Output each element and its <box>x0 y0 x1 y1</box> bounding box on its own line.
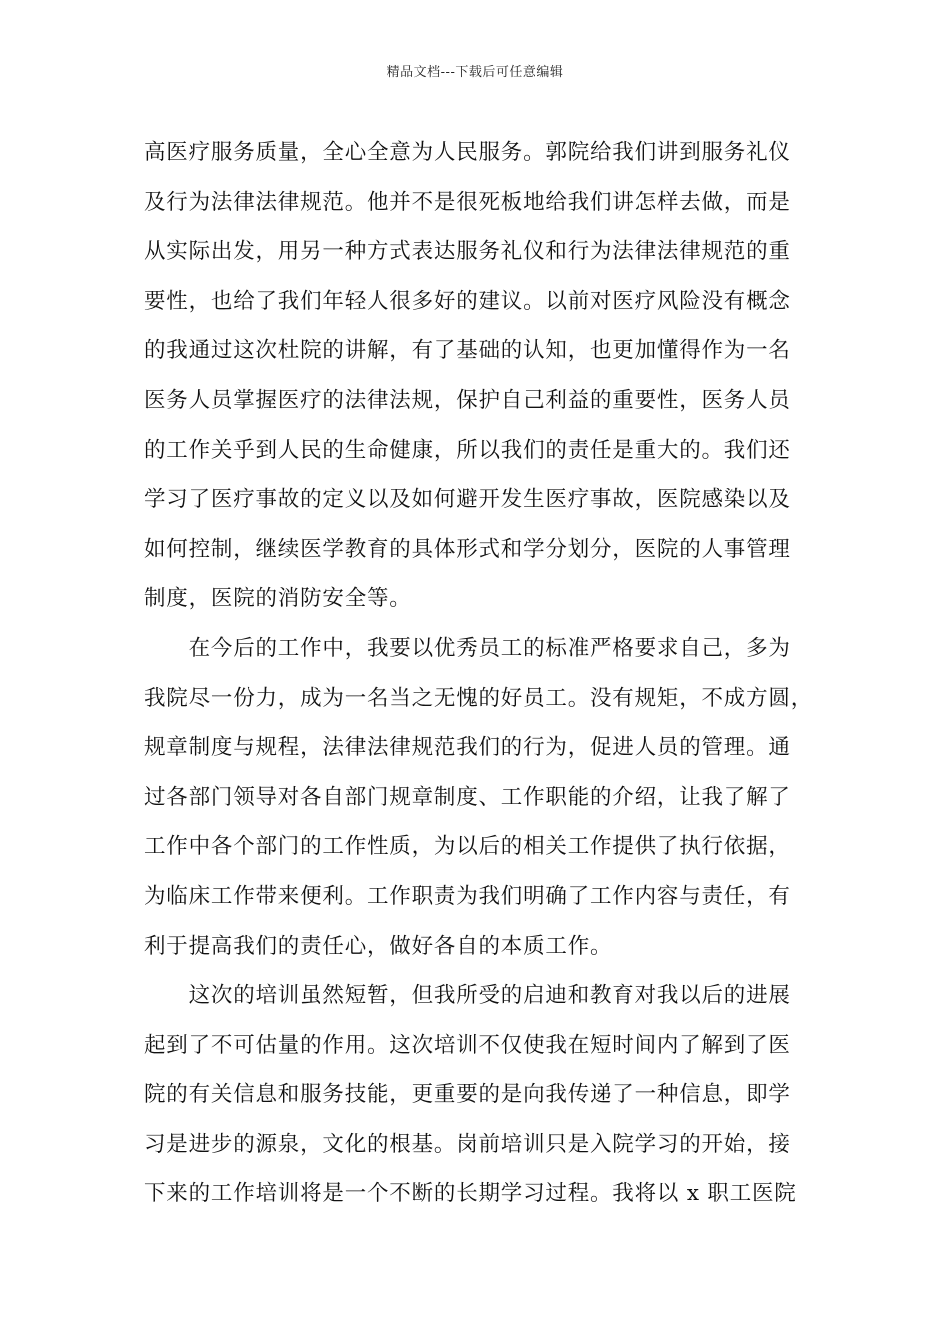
page-header: 精品文档---下载后可任意编辑 <box>386 65 564 80</box>
text-line: 规章制度与规程，法律法律规范我们的行为，促进人员的管理。通 <box>144 735 791 761</box>
text-line: 我院尽一份力，成为一名当之无愧的好员工。没有规矩，不成方圆， <box>144 685 814 711</box>
text-line: 医务人员掌握医疗的法律法规，保护自己利益的重要性，医务人员 <box>144 387 791 413</box>
text-line: 从实际出发，用另一种方式表达服务礼仪和行为法律法律规范的重 <box>144 239 791 265</box>
text-line: 为临床工作带来便利。工作职责为我们明确了工作内容与责任，有 <box>144 883 791 909</box>
text-line: 如何控制，继续医学教育的具体形式和学分划分，医院的人事管理 <box>144 536 791 562</box>
text-line: 制度，医院的消防安全等。 <box>144 586 412 612</box>
text-line: 起到了不可估量的作用。这次培训不仅使我在短时间内了解到了医 <box>144 1032 791 1058</box>
text-line: 工作中各个部门的工作性质，为以后的相关工作提供了执行依据， <box>144 834 791 860</box>
text-line: 下来的工作培训将是一个不断的长期学习过程。我将以 x 职工医院 <box>144 1181 797 1207</box>
text-line: 及行为法律法律规范。他并不是很死板地给我们讲怎样去做，而是 <box>144 189 791 215</box>
text-line: 院的有关信息和服务技能，更重要的是向我传递了一种信息，即学 <box>144 1082 791 1108</box>
text-line: 的工作关乎到人民的生命健康，所以我们的责任是重大的。我们还 <box>144 437 791 463</box>
text-line: 高医疗服务质量，全心全意为人民服务。郭院给我们讲到服务礼仪 <box>144 140 791 165</box>
paragraph-start-line: 这次的培训虽然短暂，但我所受的启迪和教育对我以后的进展 <box>144 983 791 1009</box>
text-line: 要性，也给了我们年轻人很多好的建议。以前对医疗风险没有概念 <box>144 288 791 314</box>
text-line: 的我通过这次杜院的讲解，有了基础的认知，也更加懂得作为一名 <box>144 338 791 364</box>
text-line: 学习了医疗事故的定义以及如何避开发生医疗事故，医院感染以及 <box>144 487 791 513</box>
text-line: 过各部门领导对各自部门规章制度、工作职能的介绍，让我了解了 <box>144 784 791 810</box>
document-body <box>144 132 824 1223</box>
paragraph-start-line: 在今后的工作中，我要以优秀员工的标准严格要求自己，多为 <box>144 635 791 661</box>
text-line: 利于提高我们的责任心，做好各自的本质工作。 <box>144 933 613 959</box>
text-line: 习是进步的源泉，文化的根基。岗前培训只是入院学习的开始，接 <box>144 1131 791 1157</box>
